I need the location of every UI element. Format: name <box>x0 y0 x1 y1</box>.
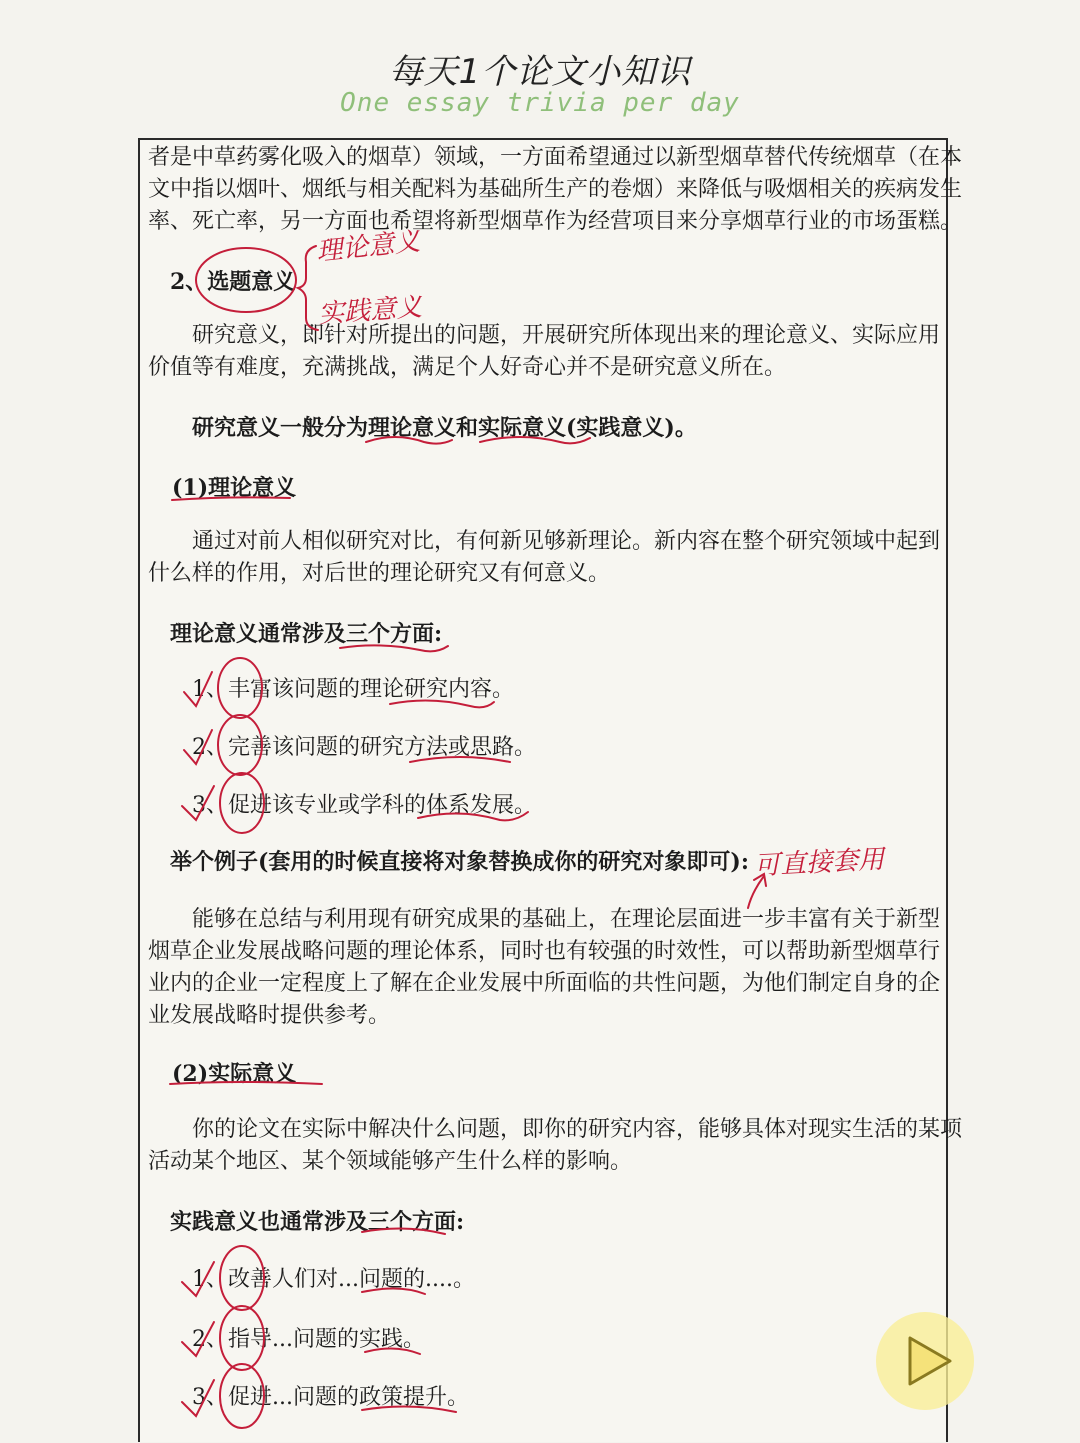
theory-aspects-intro: 理论意义通常涉及三个方面: <box>170 621 443 647</box>
intro-line: 文中指以烟叶、烟纸与相关配料为基础所生产的卷烟）来降低与吸烟相关的疾病发生 <box>148 177 963 202</box>
paragraph-line: 你的论文在实际中解决什么问题，即你的研究内容，能够具体对现实生活的某项 <box>192 1117 963 1142</box>
example-heading: 举个例子(套用的时候直接将对象替换成你的研究对象即可): <box>170 849 749 875</box>
list-item: 1、丰富该问题的理论研究内容。 <box>192 677 514 702</box>
list-item: 2、指导...问题的实践。 <box>192 1327 425 1352</box>
handwritten-note-practice: 实践意义 <box>317 292 424 330</box>
paragraph-line: 能够在总结与利用现有研究成果的基础上，在理论层面进一步丰富有关于新型 <box>192 907 941 932</box>
list-item: 3、促进该专业或学科的体系发展。 <box>192 793 536 818</box>
paragraph-line: 研究意义，即针对所提出的问题，开展研究所体现出来的理论意义、实际应用 <box>192 323 941 348</box>
intro-line: 者是中草药雾化吸入的烟草）领域，一方面希望通过以新型烟草替代传统烟草（在本 <box>148 145 963 170</box>
practice-heading: (2)实际意义 <box>172 1061 297 1087</box>
paragraph-line: 活动某个地区、某个领域能够产生什么样的影响。 <box>148 1149 633 1174</box>
theory-heading: (1)理论意义 <box>172 475 297 501</box>
handwritten-note-theory: 理论意义 <box>314 226 422 268</box>
paragraph-line: 业发展战略时提供参考。 <box>148 1003 391 1028</box>
list-item: 2、完善该问题的研究方法或思路。 <box>192 735 536 760</box>
intro-line: 率、死亡率，另一方面也希望将新型烟草作为经营项目来分享烟草行业的市场蛋糕。 <box>148 209 963 234</box>
page-subtitle: One essay trivia per day <box>340 88 740 118</box>
handwritten-note-direct-use: 可直接套用 <box>753 844 885 882</box>
significance-division: 研究意义一般分为理论意义和实际意义(实践意义)。 <box>192 415 697 441</box>
paragraph-line: 价值等有难度，充满挑战，满足个人好奇心并不是研究意义所在。 <box>148 355 787 380</box>
page-title: 每天1个论文小知识 <box>388 52 692 92</box>
section-heading-topic-significance: 2、选题意义 <box>170 269 296 295</box>
paragraph-line: 什么样的作用，对后世的理论研究又有何意义。 <box>148 561 611 586</box>
paragraph-line: 业内的企业一定程度上了解在企业发展中所面临的共性问题，为他们制定自身的企 <box>148 971 941 996</box>
list-item: 3、促进...问题的政策提升。 <box>192 1385 469 1410</box>
document-page <box>138 138 963 1442</box>
practice-aspects-intro: 实践意义也通常涉及三个方面: <box>170 1209 465 1235</box>
paragraph-line: 烟草企业发展战略问题的理论体系，同时也有较强的时效性，可以帮助新型烟草行 <box>148 939 941 964</box>
play-icon <box>876 1312 974 1410</box>
list-item: 1、改善人们对...问题的....。 <box>192 1267 475 1292</box>
play-button[interactable] <box>876 1312 974 1410</box>
paragraph-line: 通过对前人相似研究对比，有何新见够新理论。新内容在整个研究领域中起到 <box>192 529 941 554</box>
